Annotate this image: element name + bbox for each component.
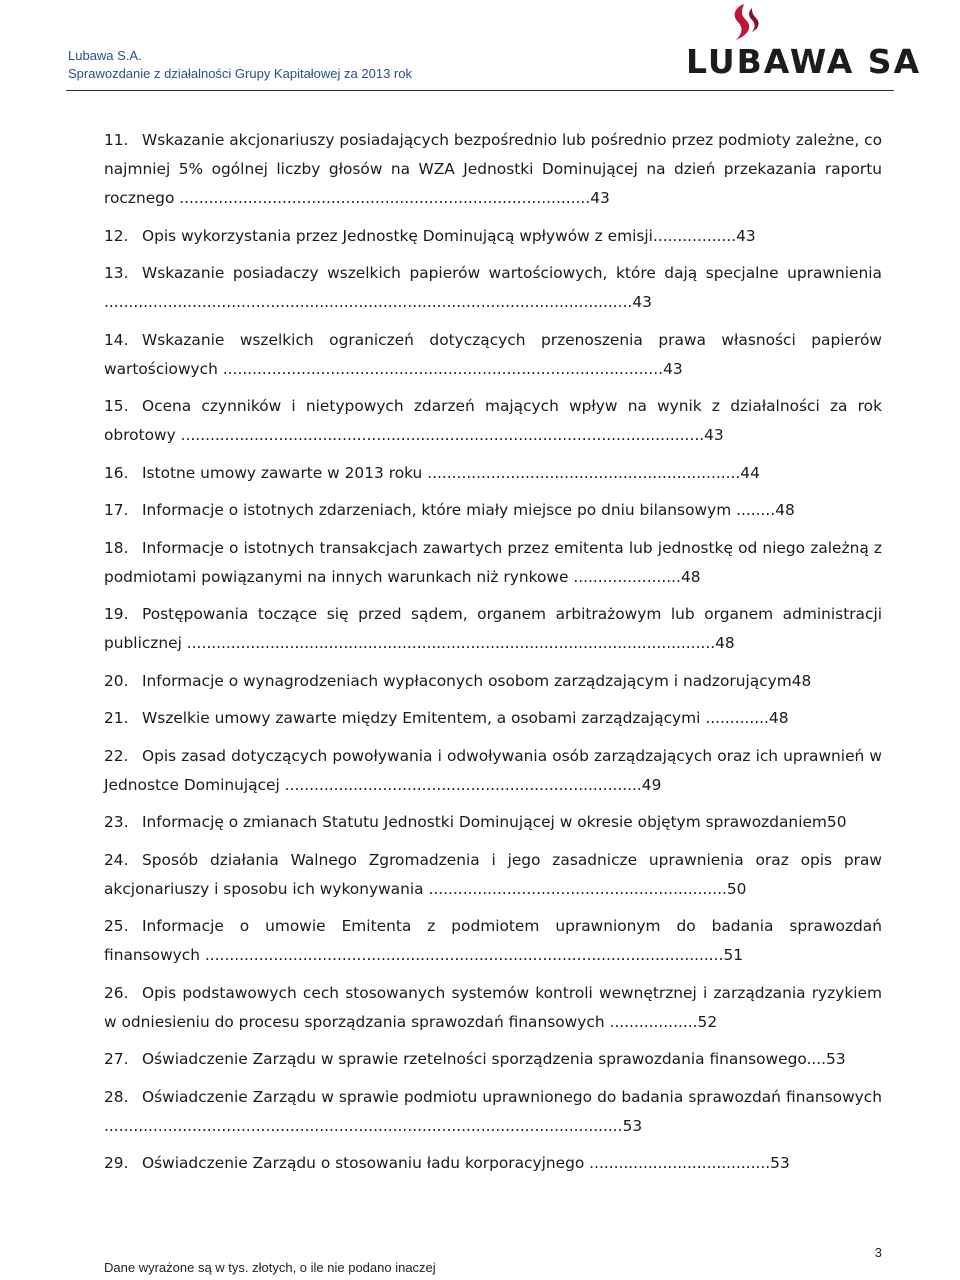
toc-entry-text: Wskazanie posiadaczy wszelkich papierów wartościowych, które dają specjalne uprawnienia ............................................................................................................43 xyxy=(104,264,882,311)
toc-entry-number: 18. xyxy=(104,538,129,557)
footer-note: Dane wyrażone są w tys. złotych, o ile nie podano inaczej xyxy=(104,1260,436,1275)
page-header xyxy=(0,0,960,100)
toc-entry-number: 12. xyxy=(104,226,129,245)
toc-entry-text: Informację o zmianach Statutu Jednostki Dominującej w okresie objętym sprawozdaniem50 xyxy=(142,813,847,831)
toc-entry-text: Opis zasad dotyczących powoływania i odwoływania osób zarządzających oraz ich uprawnień w Jednostce Dominującej .........................................................................49 xyxy=(104,746,882,794)
toc-entry[interactable] xyxy=(104,912,882,970)
toc-entry[interactable] xyxy=(104,534,882,592)
toc-entry[interactable] xyxy=(104,326,882,384)
toc-entry[interactable] xyxy=(104,667,882,696)
toc-entry-text: Informacje o istotnych zdarzeniach, które miały miejsce po dniu bilansowym ........48 xyxy=(142,501,795,519)
toc-entry-text: Wszelkie umowy zawarte między Emitentem, a osobami zarządzającymi .............48 xyxy=(142,709,789,727)
toc-entry-number: 19. xyxy=(104,605,129,623)
toc-entry-number: 16. xyxy=(104,463,129,482)
toc-entry-number: 14. xyxy=(104,330,129,349)
toc-entry-text: Oświadczenie Zarządu w sprawie rzetelności sporządzenia sprawozdania finansowego....53 xyxy=(142,1050,846,1068)
toc-entry-text: Informacje o wynagrodzeniach wypłaconych osobom zarządzającym i nadzorującym48 xyxy=(142,671,812,690)
logo-text: LUBAWA SA xyxy=(686,42,922,81)
toc-entry-number: 24. xyxy=(104,850,129,869)
toc-entry[interactable] xyxy=(104,1045,882,1074)
toc-entry[interactable] xyxy=(104,496,882,525)
toc-entry-number: 22. xyxy=(104,746,129,765)
company-logo xyxy=(686,2,934,84)
toc-entry-text: Wskazanie akcjonariuszy posiadających bezpośrednio lub pośrednio przez podmioty zależne, co najmniej 5% ogólnej liczby głosów na WZA Jednostki Dominującej na dzień przekazania raportu rocznego ....................................................................................43 xyxy=(104,131,882,207)
toc-entry-text: Opis podstawowych cech stosowanych systemów kontroli wewnętrznej i zarządzania ryzykiem w odniesieniu do procesu sporządzania sprawozdań finansowych ..................52 xyxy=(104,983,882,1031)
toc-entry[interactable] xyxy=(104,259,882,317)
toc-entry-text: Ocena czynników i nietypowych zdarzeń mających wpływ na wynik z działalności za rok obrotowy ...........................................................................................................43 xyxy=(104,397,882,444)
toc-entry[interactable] xyxy=(104,392,882,450)
toc-entry-text: Informacje o umowie Emitenta z podmiotem uprawnionym do badania sprawozdań finansowych ..........................................................................................................51 xyxy=(104,917,882,964)
toc-entry[interactable] xyxy=(104,600,882,658)
toc-entry[interactable] xyxy=(104,808,882,837)
toc-entry-number: 13. xyxy=(104,264,129,282)
toc-entry-number: 28. xyxy=(104,1087,129,1106)
toc-entry-number: 17. xyxy=(104,501,129,519)
logo-mark-icon xyxy=(722,2,762,42)
company-name: Lubawa S.A. xyxy=(68,48,142,63)
toc-entry-text: Oświadczenie Zarządu o stosowaniu ładu korporacyjnego .....................................53 xyxy=(142,1154,790,1172)
toc-entry-number: 26. xyxy=(104,983,129,1002)
toc-entry-number: 15. xyxy=(104,397,129,415)
toc-entry-text: Sposób działania Walnego Zgromadzenia i jego zasadnicze uprawnienia oraz opis praw akcjonariuszy i sposobu ich wykonywania .............................................................50 xyxy=(104,850,882,898)
toc-entry-text: Opis wykorzystania przez Jednostkę Dominującą wpływów z emisji.................43 xyxy=(142,226,756,245)
toc-entry-number: 29. xyxy=(104,1154,129,1172)
toc-entry-text: Informacje o istotnych transakcjach zawartych przez emitenta lub jednostkę od niego zależną z podmiotami powiązanymi na innych warunkach niż rynkowe ......................48 xyxy=(104,538,882,586)
toc-entry-number: 27. xyxy=(104,1050,129,1068)
toc-entry[interactable] xyxy=(104,459,882,488)
toc-entry-text: Istotne umowy zawarte w 2013 roku ................................................................44 xyxy=(142,463,760,482)
toc-entry[interactable] xyxy=(104,742,882,800)
toc-entry-text: Wskazanie wszelkich ograniczeń dotyczących przenoszenia prawa własności papierów wartościowych ..........................................................................................43 xyxy=(104,330,882,378)
toc-entry[interactable] xyxy=(104,704,882,733)
report-title: Sprawozdanie z działalności Grupy Kapitałowej za 2013 rok xyxy=(68,66,412,81)
toc-entry[interactable] xyxy=(104,846,882,904)
toc-entry[interactable] xyxy=(104,1083,882,1141)
header-divider xyxy=(66,90,894,91)
page-number: 3 xyxy=(874,1245,882,1260)
toc-entry-text: Oświadczenie Zarządu w sprawie podmiotu uprawnionego do badania sprawozdań finansowych ..........................................................................................................53 xyxy=(104,1087,882,1135)
toc-entry[interactable] xyxy=(104,126,882,213)
toc-entry[interactable] xyxy=(104,979,882,1037)
toc-entry-number: 25. xyxy=(104,917,129,935)
toc-entry-number: 11. xyxy=(104,131,129,149)
toc-entry-number: 20. xyxy=(104,671,129,690)
toc-entry-number: 23. xyxy=(104,813,129,831)
toc-entry-number: 21. xyxy=(104,709,129,727)
toc-entry-text: Postępowania toczące się przed sądem, organem arbitrażowym lub organem administracji publicznej ............................................................................................................48 xyxy=(104,605,882,652)
table-of-contents xyxy=(104,126,882,1187)
toc-entry[interactable] xyxy=(104,1149,882,1178)
toc-entry[interactable] xyxy=(104,222,882,251)
